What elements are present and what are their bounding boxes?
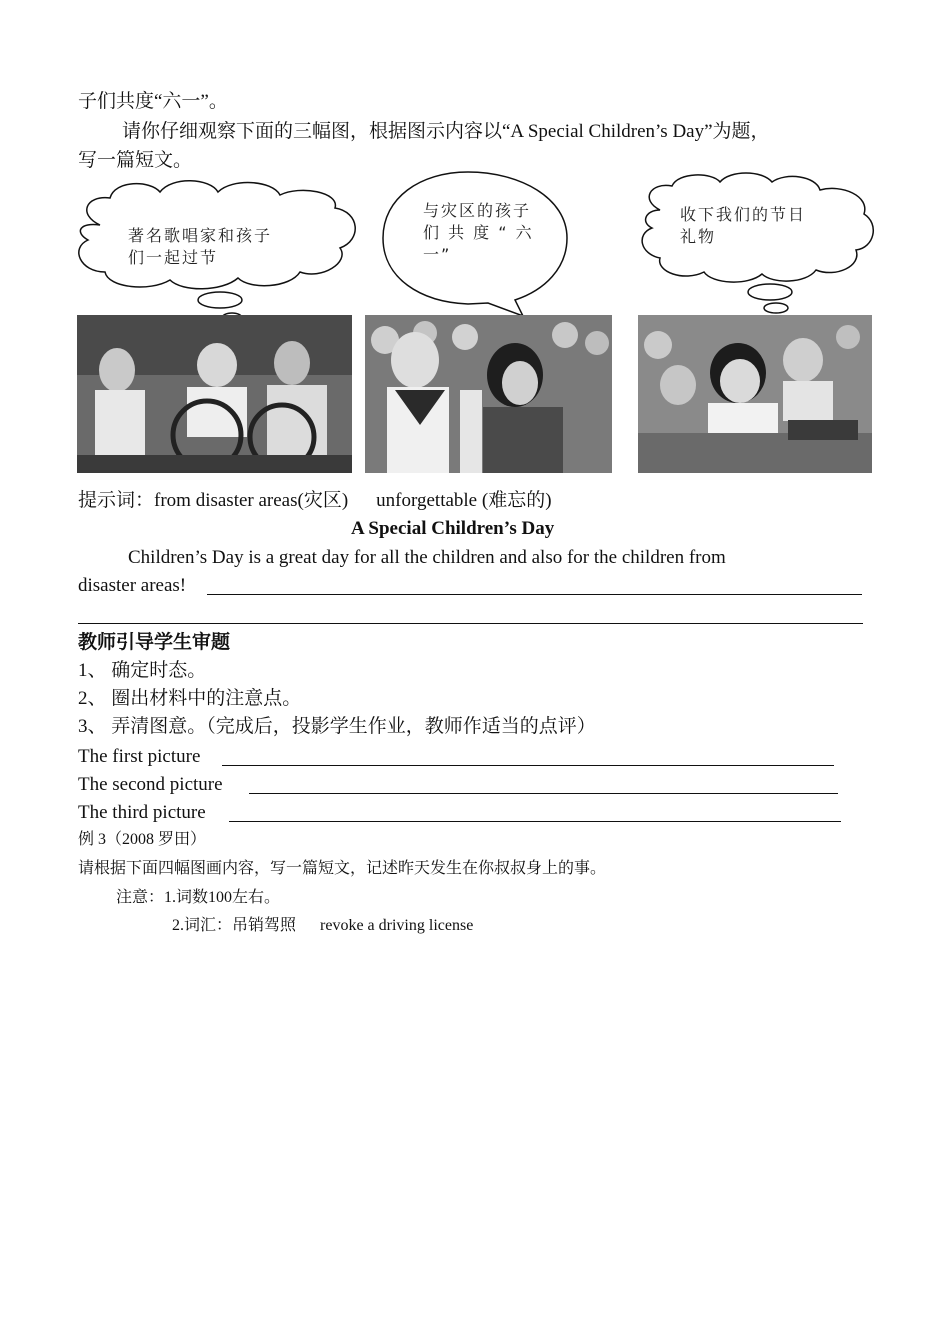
- example-note-2-prefix: 2.词汇：吊销驾照: [172, 917, 297, 934]
- essay-title: A Special Children’s Day: [351, 518, 555, 539]
- guide-item-2: 2、 圈出材料中的注意点。: [78, 688, 302, 709]
- bubble-2-text-line3: 一”: [423, 245, 452, 264]
- example-label: 例 3（2008 罗田）: [78, 831, 207, 848]
- essay-body-line-2: disaster areas!: [78, 575, 187, 596]
- intro-line-1: 子们共度“六一”。: [78, 91, 228, 112]
- example-note-2: [172, 915, 473, 937]
- intro-line-2: 请你仔细观察下面的三幅图，根据图示内容以“A Special Children’s Day”为题，: [122, 121, 770, 142]
- second-picture-label: The second picture: [78, 774, 223, 795]
- third-picture-answer-line[interactable]: [229, 821, 841, 822]
- bubble-1-text-line1: 著名歌唱家和孩子: [128, 226, 273, 245]
- hint-word-2: unforgettable (难忘的): [376, 490, 552, 511]
- first-picture-label: The first picture: [78, 746, 201, 767]
- second-picture-answer-line[interactable]: [249, 793, 838, 794]
- photo-singer-with-children: [77, 315, 352, 473]
- hint-line: [78, 489, 552, 513]
- intro-line-3: 写一篇短文。: [78, 150, 193, 171]
- bubble-2-text-line1: 与灾区的孩子: [423, 201, 532, 220]
- hint-prefix: 提示词：: [78, 490, 155, 511]
- bubble-1-text-line2: 们一起过节: [128, 248, 219, 267]
- bubble-3-text-line2: 礼物: [680, 227, 717, 246]
- cloud-bubble-3: [642, 173, 873, 313]
- guide-item-1: 1、 确定时态。: [78, 660, 207, 681]
- bubble-2-text-line2: 们 共 度 “ 六: [423, 223, 534, 242]
- essay-body-line-1: Children’s Day is a great day for all the children and also for the children from: [128, 547, 726, 568]
- example-instruction: 请根据下面四幅图画内容，写一篇短文，记述昨天发生在你叔叔身上的事。: [78, 860, 607, 877]
- guide-heading: 教师引导学生审题: [78, 632, 231, 653]
- example-note-1: 注意：1.词数100左右。: [116, 889, 281, 906]
- answer-line-1[interactable]: [207, 594, 862, 595]
- thought-bubbles: [0, 0, 950, 320]
- hint-word-1: from disaster areas(灾区): [154, 490, 349, 511]
- third-picture-label: The third picture: [78, 802, 206, 823]
- photo-disaster-area-children: [365, 315, 612, 473]
- example-note-2-term: revoke a driving license: [320, 917, 474, 934]
- speech-bubble-2: [383, 172, 567, 316]
- bubble-3-text-line1: 收下我们的节日: [680, 205, 807, 224]
- first-picture-answer-line[interactable]: [222, 765, 834, 766]
- answer-line-2[interactable]: [78, 623, 863, 624]
- guide-item-3: 3、 弄清图意。（完成后，投影学生作业，教师作适当的点评）: [78, 716, 596, 737]
- photo-children-gifts: [638, 315, 872, 473]
